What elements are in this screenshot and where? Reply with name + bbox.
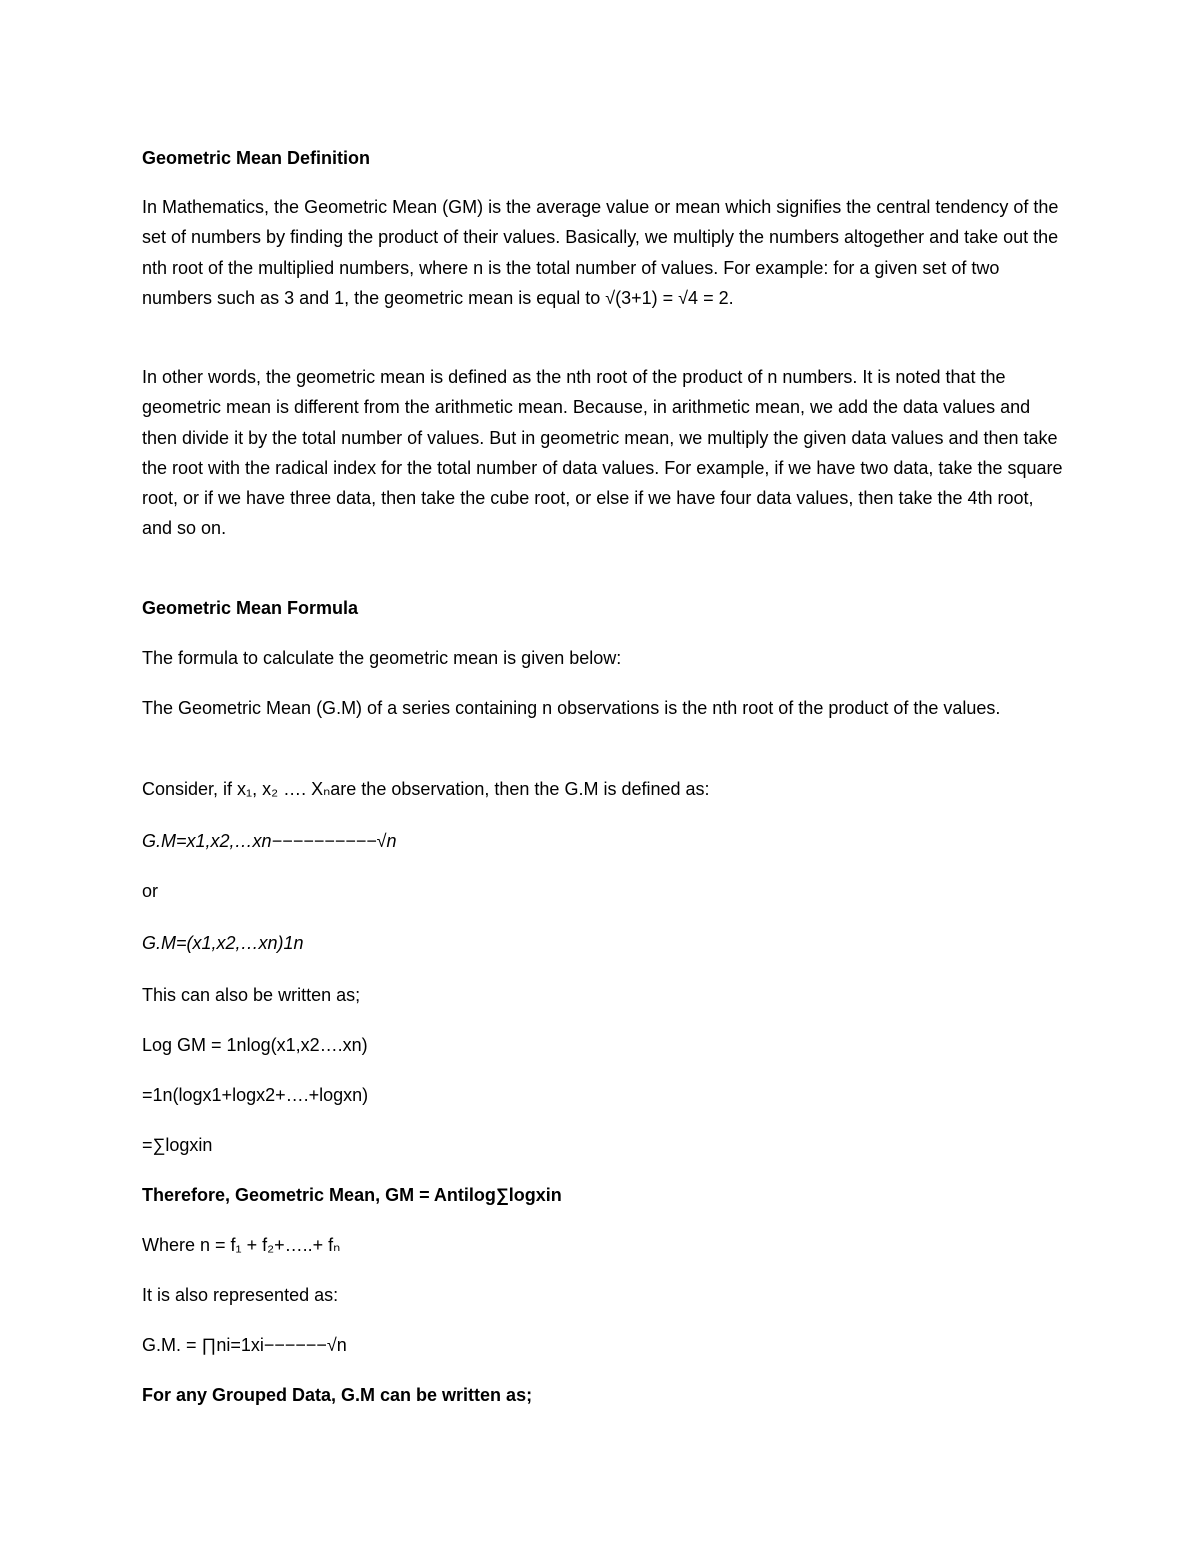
formula-intro: The formula to calculate the geometric mean is given below: (142, 648, 622, 668)
formula-gm-root: G.M=x1,x2,…xn−−−−−−−−−−√n (142, 831, 397, 851)
log-formula-2: =1n(logx1+logx2+….+logxn) (142, 1085, 369, 1105)
heading-definition: Geometric Mean Definition (142, 148, 371, 168)
log-formula-3: =∑logxin (142, 1135, 213, 1155)
paragraph-other-words: In other words, the geometric mean is defined as the nth root of the product of n numbers. It is noted that the geometric mean is different from the arithmetic mean. Because, in arithmetic mean, we add the data values and then divide it by the total number of values. But in geometric mean, we multiply the given data values and then take the root with the radical index for the total number of data values. For example, if we have two data, take the square root, or if we have three data, then take the cube root, or else if we have four data values, then take the 4th root, and so on. (142, 367, 1063, 539)
log-formula-1: Log GM = 1nlog(x1,x2….xn) (142, 1035, 368, 1055)
or-text: or (142, 881, 159, 901)
also-written-text: This can also be written as; (142, 985, 361, 1005)
heading-formula: Geometric Mean Formula (142, 598, 359, 618)
where-n-formula: Where n = f₁ + f₂+…..+ fₙ (142, 1235, 341, 1255)
represented-text: It is also represented as: (142, 1285, 339, 1305)
grouped-data-heading: For any Grouped Data, G.M can be written as; (142, 1385, 533, 1405)
formula-gm-power: G.M=(x1,x2,…xn)1n (142, 933, 304, 953)
observations-line: Consider, if x₁, x₂ …. Xₙare the observation, then the G.M is defined as: (142, 779, 710, 799)
product-formula: G.M. = ∏ni=1xi−−−−−−√n (142, 1335, 347, 1355)
therefore-formula: Therefore, Geometric Mean, GM = Antilog∑logxin (142, 1185, 562, 1205)
paragraph-definition: In Mathematics, the Geometric Mean (GM) is the average value or mean which signifies the central tendency of the set of numbers by finding the product of their values. Basically, we multiply the numbers altogether and take out the nth root of the multiplied numbers, where n is the total number of values. For example: for a given set of two numbers such as 3 and 1, the geometric mean is equal to √(3+1) = √4 = 2. (142, 197, 1059, 308)
formula-statement: The Geometric Mean (G.M) of a series containing n observations is the nth root of the product of the values. (142, 698, 1001, 718)
